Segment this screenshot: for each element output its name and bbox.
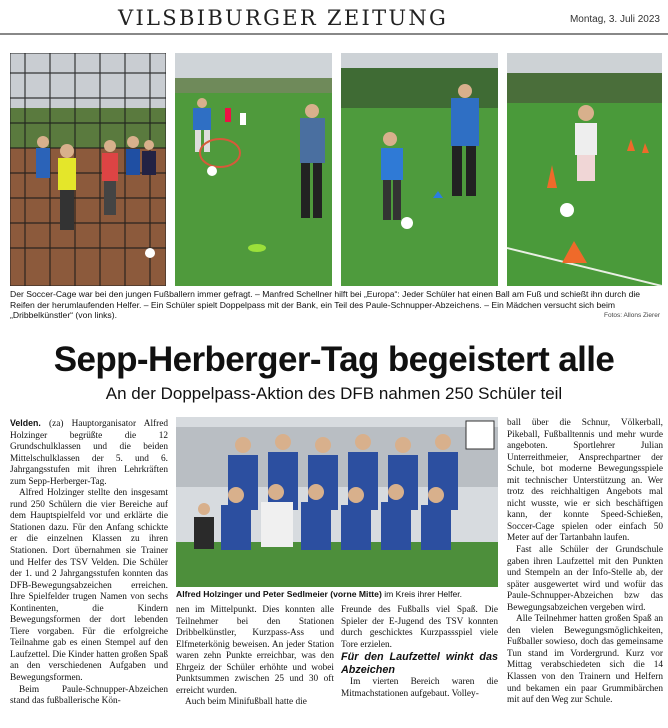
paragraph: Im vierten Bereich waren die Mitmachstationen aufgebaut. Volley- (341, 677, 498, 699)
paragraph: Beim Paule-Schnupper-Abzeichen stand das fußballerische Kön- (10, 684, 168, 707)
paragraph: Alfred Holzinger stellte den insgesamt rund 250 Schülern die vier Bereiche auf dem Hauptspielfeld vor und erklärte die Stationen dazu. Für den Anfang schickte er die einzelnen Klassen zu ihren Stationen. Dort übernahmen sie Trainer und Helfer des TSV Velden. Die Schüler der 1. und 2 Jahrgangsstufen konnten das DFB-Bewegungsabzeichen erreichen. Ihre Spielfelder trugen Namen von sechs Kontinenten, die Kindern Bewegungsformen der dort lebenden Tiere vorgaben. Für die erfolgreiche Teilnahme gab es einen Stempel auf den Laufzettel. Die Kinder hatten großen Spaß an den verschiedenen Aufgaben und Bewegungsformen. (10, 488, 168, 684)
paragraph: (za) Hauptorganisator Alfred Holzinger begrüßte die 12 Grundschulklassen und die beiden Mittelschulklassen der 5. und 6. Jahrgangsstufen mit ihren Lehrkräften zum Sepp-Herberger-Tag. (10, 419, 168, 487)
photo-europa-station (175, 53, 332, 286)
article-column-1 (10, 418, 168, 708)
newspaper-title: VILSBIBURGER ZEITUNG (118, 6, 449, 30)
issue-date: Montag, 3. Juli 2023 (569, 14, 660, 25)
photo-credit: Fotos: Allons Zierer (604, 312, 660, 319)
article-column-2 (176, 605, 334, 709)
photo-doppelpass-bank (341, 53, 498, 286)
dateline: Velden. (10, 418, 41, 428)
caption-names: Alfred Holzinger und Peter Sedlmeier (vorne Mitte) (176, 589, 382, 599)
headline: Sepp-Herberger-Tag begeistert alle (53, 340, 615, 379)
paragraph: Freunde des Fußballs viel Spaß. Die Spieler der E-Jugend des TSV konnten durch geschicktes Kurzpassspiel viele Tore erzielen. (341, 605, 498, 650)
paragraph: Auch beim Minifußball hatte die (185, 697, 307, 708)
group-photo (176, 417, 498, 587)
group-photo-caption (176, 589, 498, 599)
subheadline: An der Doppelpass-Aktion des DFB nahmen 250 Schüler teil (105, 384, 563, 403)
photo-soccer-cage (10, 53, 166, 286)
photo-dribbelkuenstler (507, 53, 662, 286)
paragraph: nen im Mittelpunkt. Dies konnten alle Teilnehmer bei den Stationen Dribbelkünstler, Kurzpass-Ass und Elfmeterkönig beweisen. An jeder Station waren zehn Punkte erreichbar, was den Ehrgeiz der Schüler erhöhte und wobei Punktsummen zwischen 25 und 30 oft erreicht wurden. (176, 605, 334, 696)
paragraph: Fast alle Schüler der Grundschule gaben ihren Laufzettel mit den Punkten und Stempeln an der Info-Stelle ab, der später ausgewertet wird und wofür das Paule-Schnupper-Abzeichen bzw das Bewegungsabzeichen vergeben wird. (507, 545, 663, 613)
article-column-3 (341, 605, 498, 700)
paragraph: Alle Teilnehmer hatten großen Spaß an den vielen Bewegungsmöglichkeiten, Fußballer sowieso, doch das gemeinsame Tun stand im Vordergrund. Kurz vor Mittag verabschiedeten sich die 14 Klassen von den Trainern und Helfern und bekamen ein paar Grummibärchen mit auf den Weg zur Schule. (507, 614, 663, 706)
caption-rest: im Kreis ihrer Helfer. (381, 589, 463, 599)
article-column-4 (507, 418, 663, 707)
photo-caption: Der Soccer-Cage war bei den jungen Fußballern immer gefragt. – Manfred Schellner hilft bei „Europa“: Jeder Schüler hat einen Ball am Fuß und schießt ihn durch die Reifen der herumlaufenden Helfer. – Ein Schüler spielt Doppelpass mit der Bank, ein Teil des Paule-Schnupper-Abzeichens. – Ein Mädchen versucht sich beim „Dribbelkünstler“ (von links). (10, 289, 641, 321)
masthead (0, 0, 668, 34)
paragraph: ball über die Schnur, Völkerball, Pikeball, Fußballtennis und mehr wurde angeboten. Sportlehrer Julian Unterreithmeier, Ansprechpartner der Schule, bot moderne Bewegungsspiele mit technischer Unterstützung an. Wer trotz des reichhaltigen Angebots mal nicht wusste, wie er sich beschäftigen kann, der konnte Speed-Schießen, Soccer-Cage spielen oder einfach 50 Meter auf der Tartanbahn laufen. (507, 418, 663, 544)
masthead-rule (0, 33, 668, 35)
sub-headline: Für den Laufzettel winkt das Abzeichen (341, 651, 498, 677)
